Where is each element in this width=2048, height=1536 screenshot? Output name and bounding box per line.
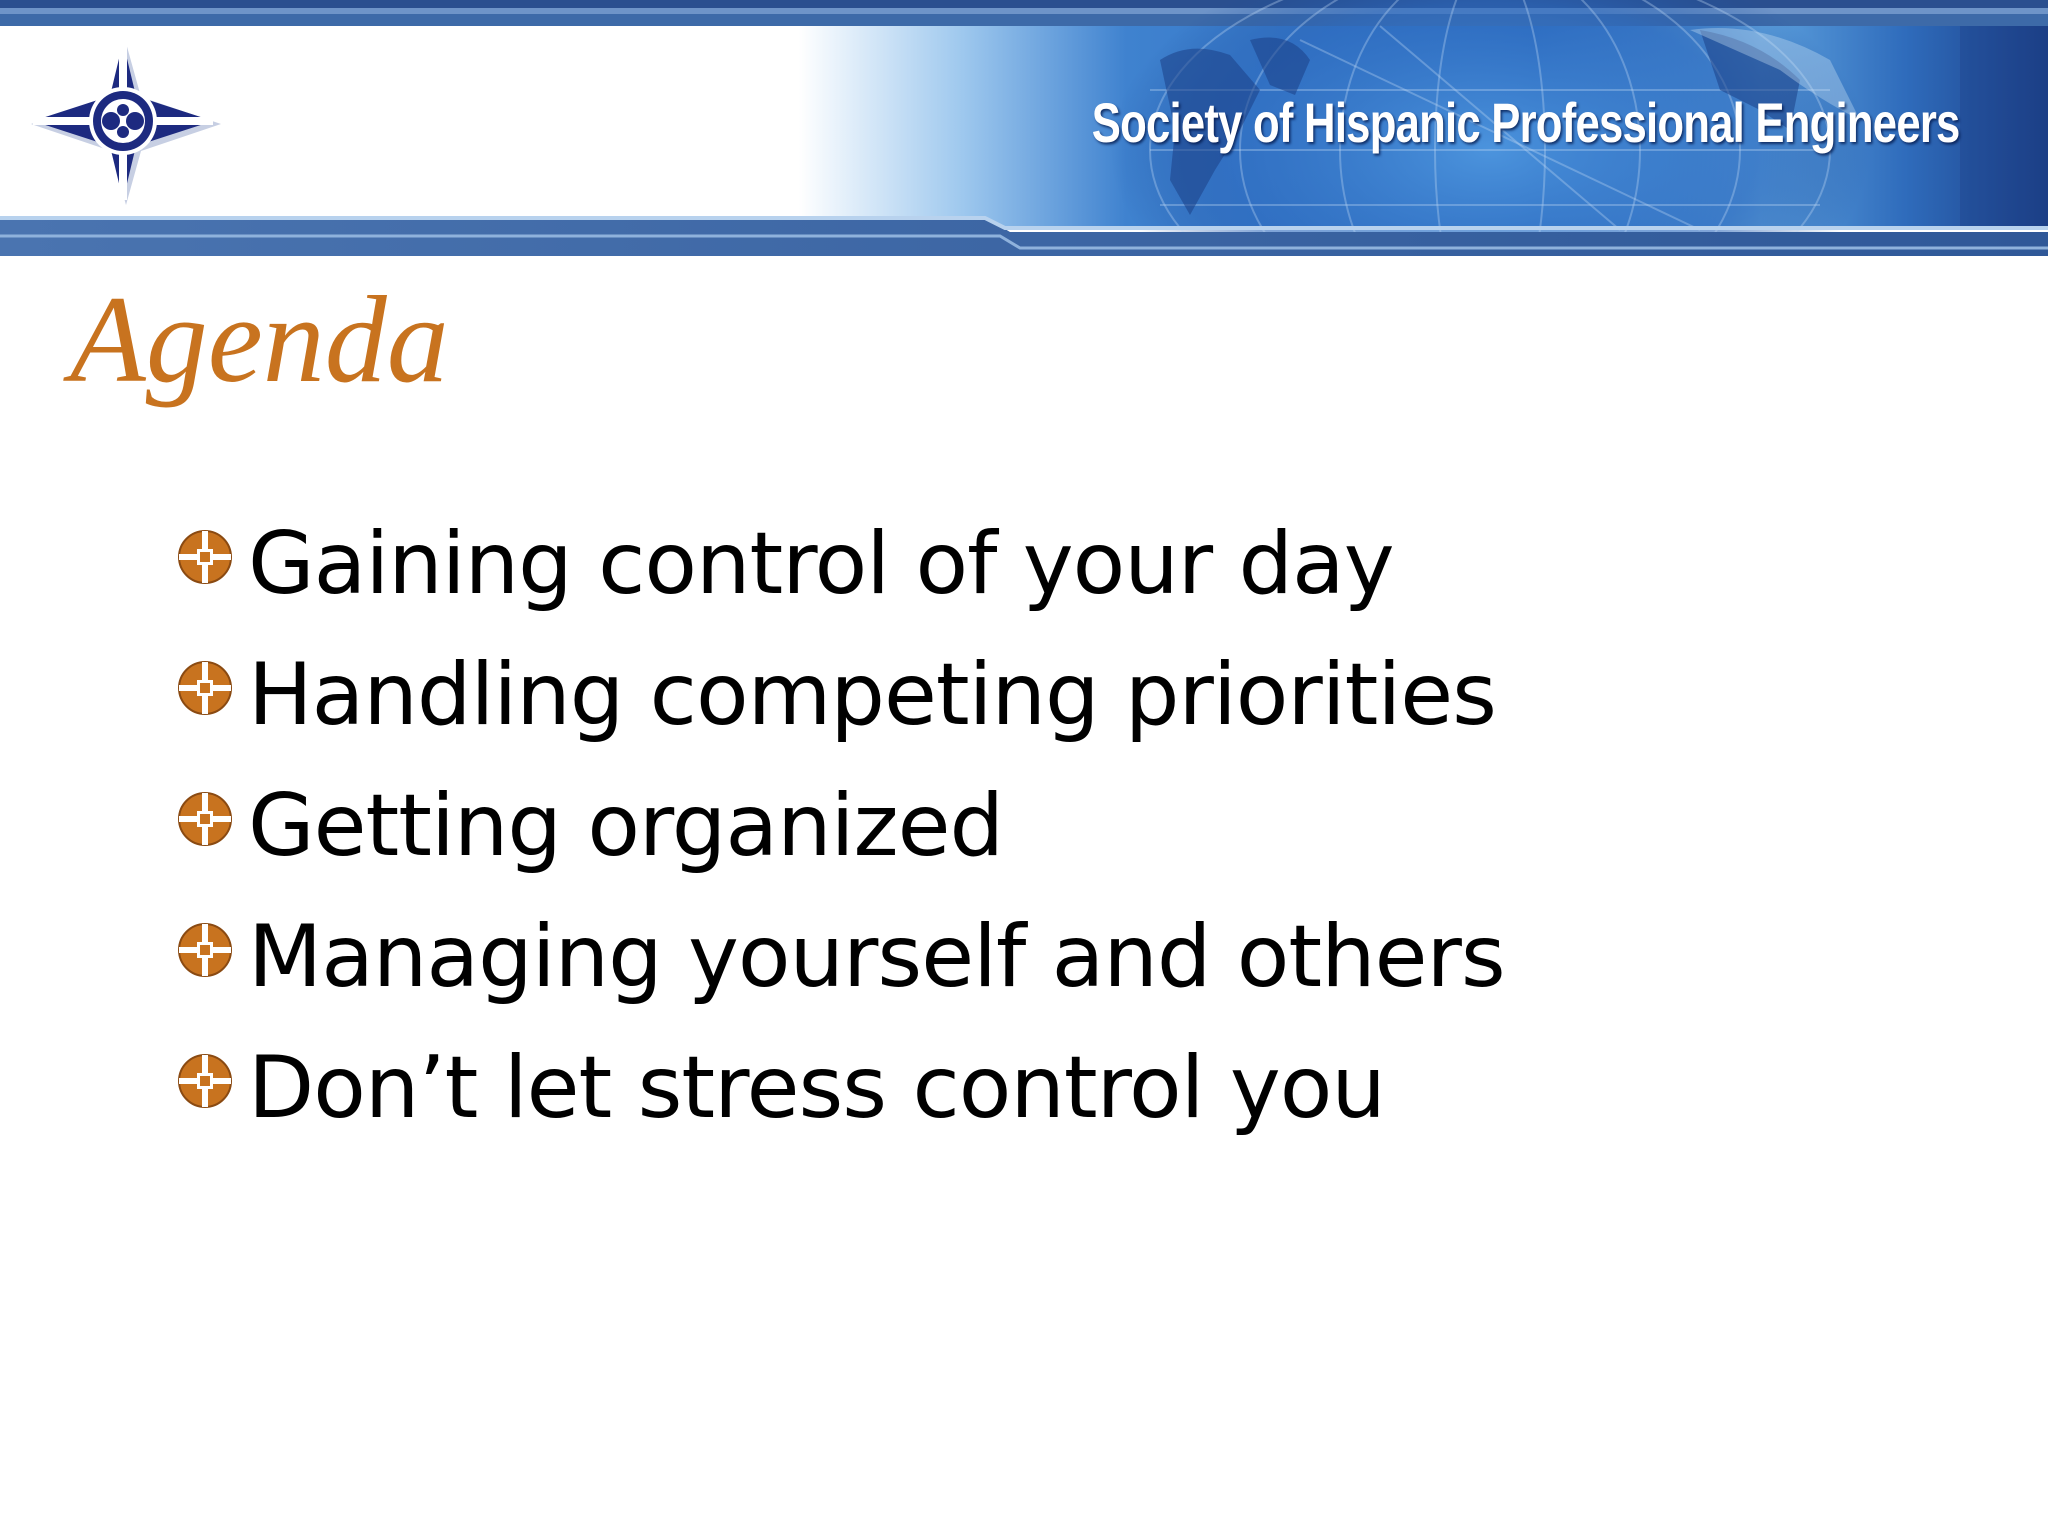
agenda-item (176, 1022, 1505, 1153)
orange-circle-cross-icon (176, 790, 234, 848)
organization-name: Society of Hispanic Professional Engineers (1092, 91, 1960, 154)
agenda-item-text: Managing yourself and others (248, 906, 1505, 1007)
orange-circle-cross-icon (176, 528, 234, 586)
header-banner (0, 0, 2048, 256)
slide-title: Agenda (70, 271, 449, 408)
agenda-item-text: Gaining control of your day (248, 513, 1394, 614)
agenda-item (176, 760, 1505, 891)
agenda-item (176, 891, 1505, 1022)
agenda-item-text: Handling competing priorities (248, 644, 1496, 745)
shpe-cross-globe-logo-icon (31, 42, 221, 205)
orange-circle-cross-icon (176, 921, 234, 979)
shpe-logo (18, 36, 228, 206)
agenda-item (176, 629, 1505, 760)
agenda-item-text: Don’t let stress control you (248, 1037, 1385, 1138)
orange-circle-cross-icon (176, 659, 234, 717)
orange-circle-cross-icon (176, 1052, 234, 1110)
agenda-list (176, 498, 1505, 1153)
agenda-item (176, 498, 1505, 629)
agenda-item-text: Getting organized (248, 775, 1004, 876)
